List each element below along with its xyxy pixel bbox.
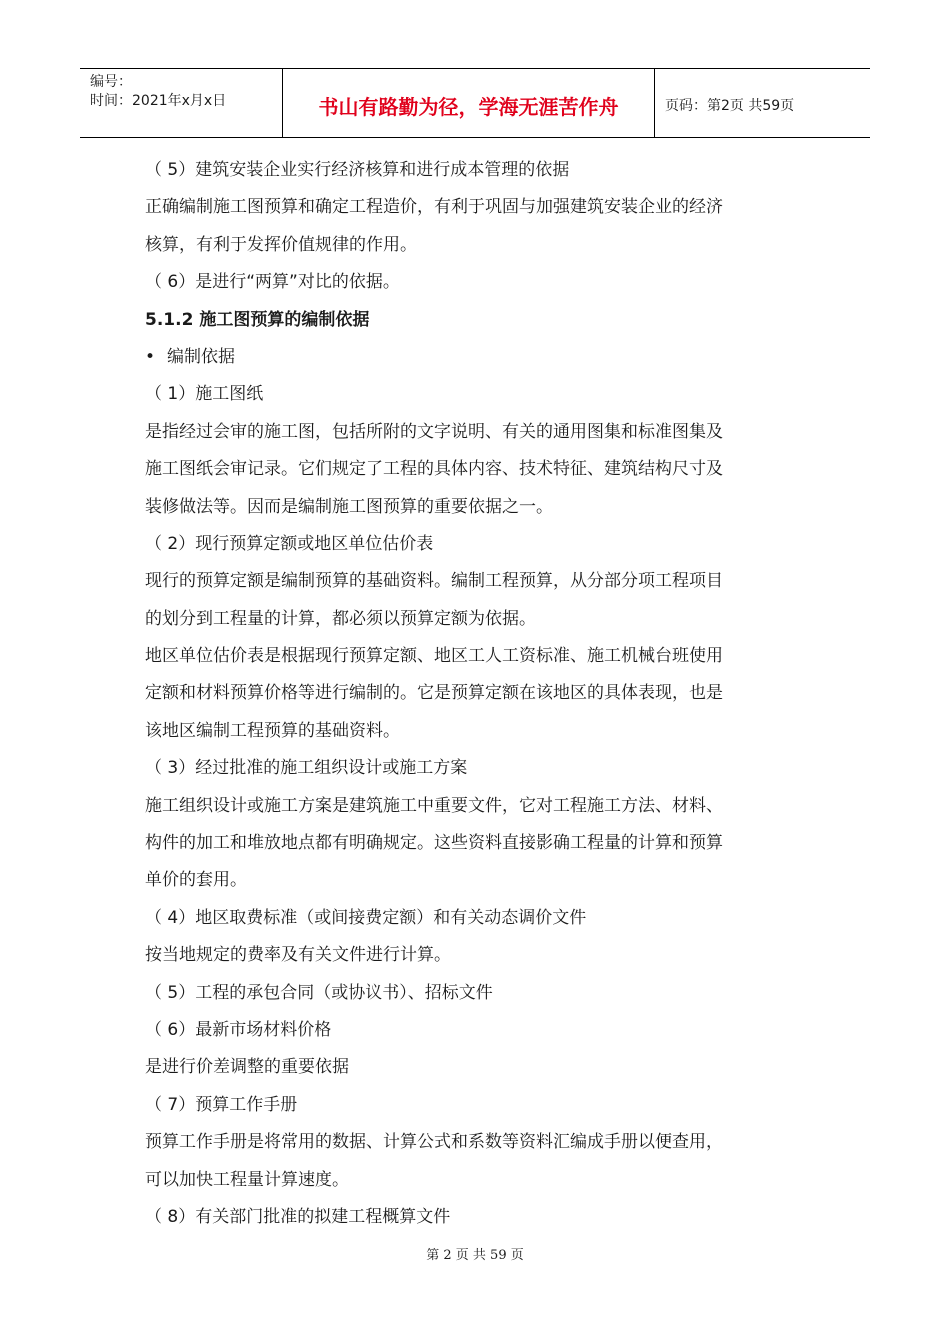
body-line: 现行的预算定额是编制预算的基础资料。编制工程预算，从分部分项工程项目	[145, 571, 723, 592]
body-line: （ 5）建筑安装企业实行经济核算和进行成本管理的依据	[145, 160, 570, 180]
doc-number: 编号：	[90, 74, 132, 90]
body-line: 按当地规定的费率及有关文件进行计算。	[145, 945, 451, 966]
body-line: （ 6）是进行“两算”对比的依据。	[145, 272, 400, 293]
body-line: 构件的加工和堆放地点都有明确规定。这些资料直接影确工程量的计算和预算	[145, 833, 723, 854]
body-line: 正确编制施工图预算和确定工程造价，有利于巩固与加强建筑安装企业的经济	[145, 197, 723, 218]
doc-time: 时间：2021年x月x日	[90, 93, 227, 109]
body-line: 预算工作手册是将常用的数据、计算公式和系数等资料汇编成手册以便查用，	[145, 1132, 723, 1153]
body-line: （ 3）经过批准的施工组织设计或施工方案	[145, 758, 468, 779]
body-line: 可以加快工程量计算速度。	[145, 1169, 349, 1190]
body-line: （ 8）有关部门批准的拟建工程概算文件	[145, 1206, 451, 1227]
body-line: 施工图纸会审记录。它们规定了工程的具体内容、技术特征、建筑结构尺寸及	[145, 459, 723, 480]
body-line: （ 5）工程的承包合同（或协议书）、招标文件	[145, 982, 493, 1003]
header-motto: 书山有路勤为径，学海无涯苦作舟	[282, 69, 655, 137]
body-line: （ 4）地区取费标准（或间接费定额）和有关动态调价文件	[145, 907, 587, 928]
body-line: 单价的套用。	[145, 870, 247, 891]
bullet-item: • 编制依据	[145, 339, 810, 376]
body-line: （ 1）施工图纸	[145, 384, 264, 405]
page-footer: 第 2 页 共 59 页	[426, 1248, 524, 1263]
body-line: 地区单位估价表是根据现行预算定额、地区工人工资标准、施工机械台班使用	[145, 646, 723, 667]
body-line: （ 6）最新市场材料价格	[145, 1019, 332, 1040]
body-line: 定额和材料预算价格等进行编制的。它是预算定额在该地区的具体表现，也是	[145, 683, 723, 704]
body-line: （ 2）现行预算定额或地区单位估价表	[145, 533, 434, 554]
header-page-code: 页码：第2页 共59页	[665, 98, 795, 114]
body-line: 该地区编制工程预算的基础资料。	[145, 720, 400, 741]
page-header	[80, 68, 870, 138]
body-line: 核算，有利于发挥价值规律的作用。	[145, 234, 417, 255]
body-line: 施工组织设计或施工方案是建筑施工中重要文件，它对工程施工方法、材料、	[145, 795, 723, 816]
header-meta	[80, 69, 282, 137]
body-line: 的划分到工程量的计算，都必须以预算定额为依据。	[145, 608, 536, 629]
document-body	[145, 152, 810, 1236]
section-heading: 5.1.2 施工图预算的编制依据	[145, 309, 370, 330]
body-line: （ 7）预算工作手册	[145, 1094, 298, 1115]
body-line: 装修做法等。因而是编制施工图预算的重要依据之一。	[145, 496, 553, 517]
body-line: 是进行价差调整的重要依据	[145, 1057, 349, 1078]
body-line: 是指经过会审的施工图，包括所附的文字说明、有关的通用图集和标准图集及	[145, 421, 723, 442]
